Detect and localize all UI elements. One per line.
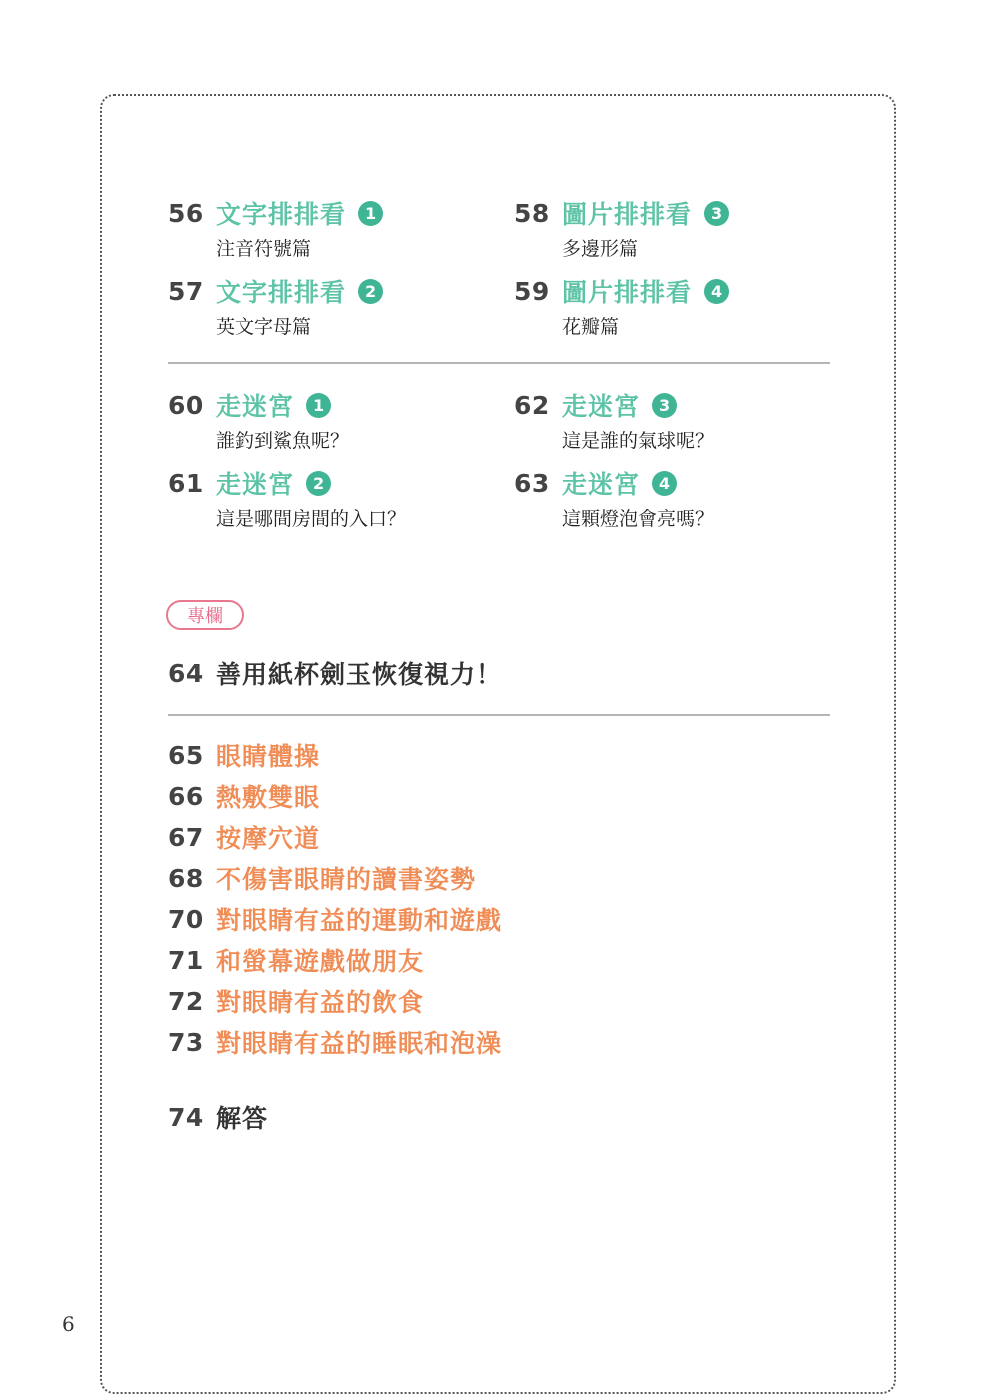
page-ref: 64 — [168, 658, 204, 688]
page-ref: 56 — [168, 198, 204, 228]
toc-entry-66[interactable] — [168, 779, 320, 813]
entry-subtitle: 花瓣篇 — [562, 316, 620, 338]
toc-entry-57[interactable] — [168, 274, 383, 339]
column-tag: 專欄 — [166, 600, 244, 630]
page-ref: 62 — [514, 390, 550, 420]
entry-title: 對眼睛有益的運動和遊戲 — [216, 906, 503, 935]
page-ref: 57 — [168, 276, 204, 306]
toc-entry-59[interactable] — [514, 274, 729, 339]
toc-entry-62[interactable] — [514, 388, 714, 453]
entry-subtitle: 注音符號篇 — [216, 238, 312, 260]
page-ref: 60 — [168, 390, 204, 420]
toc-entry-58[interactable] — [514, 196, 729, 261]
number-badge: 4 — [652, 471, 677, 496]
page-ref: 73 — [168, 1027, 204, 1057]
page-ref: 71 — [168, 945, 204, 975]
toc-entry-56[interactable] — [168, 196, 383, 261]
toc-entry-64[interactable] — [168, 656, 502, 690]
entry-title: 對眼睛有益的睡眠和泡澡 — [216, 1029, 503, 1058]
entry-title: 善用紙杯劍玉恢復視力！ — [216, 660, 503, 689]
toc-entry-67[interactable] — [168, 820, 320, 854]
entry-title: 對眼睛有益的飲食 — [216, 988, 425, 1017]
entry-title: 不傷害眼睛的讀書姿勢 — [216, 865, 477, 894]
page-ref: 66 — [168, 781, 204, 811]
entry-title: 文字排排看 — [216, 200, 347, 229]
number-badge: 1 — [358, 201, 383, 226]
page-ref: 70 — [168, 904, 204, 934]
page-ref: 74 — [168, 1102, 204, 1132]
toc-entry-60[interactable] — [168, 388, 349, 453]
entry-title: 文字排排看 — [216, 278, 347, 307]
number-badge: 2 — [306, 471, 331, 496]
section-divider — [168, 714, 830, 716]
toc-entry-65[interactable] — [168, 738, 320, 772]
entry-subtitle: 誰釣到鯊魚呢？ — [216, 430, 350, 452]
entry-subtitle: 多邊形篇 — [562, 238, 639, 260]
toc-entry-68[interactable] — [168, 861, 476, 895]
toc-entry-73[interactable] — [168, 1025, 502, 1059]
entry-title: 解答 — [216, 1104, 269, 1133]
number-badge: 2 — [358, 279, 383, 304]
entry-title: 按摩穴道 — [216, 824, 321, 853]
toc-entry-63[interactable] — [514, 466, 714, 531]
page-ref: 59 — [514, 276, 550, 306]
entry-subtitle: 這是誰的氣球呢？ — [562, 430, 715, 452]
toc-entry-72[interactable] — [168, 984, 424, 1018]
toc-entry-71[interactable] — [168, 943, 424, 977]
page-ref: 65 — [168, 740, 204, 770]
page-ref: 61 — [168, 468, 204, 498]
entry-subtitle: 英文字母篇 — [216, 316, 312, 338]
entry-title: 走迷宮 — [216, 470, 295, 499]
toc-entry-61[interactable] — [168, 466, 406, 531]
entry-title: 走迷宮 — [216, 392, 295, 421]
page-ref: 68 — [168, 863, 204, 893]
page-ref: 67 — [168, 822, 204, 852]
section-divider — [168, 362, 830, 364]
entry-subtitle: 這是哪間房間的入口？ — [216, 508, 407, 530]
entry-title: 和螢幕遊戲做朋友 — [216, 947, 425, 976]
page-ref: 58 — [514, 198, 550, 228]
page-ref: 63 — [514, 468, 550, 498]
entry-title: 走迷宮 — [562, 470, 641, 499]
entry-title: 圖片排排看 — [562, 278, 693, 307]
entry-title: 圖片排排看 — [562, 200, 693, 229]
page-ref: 72 — [168, 986, 204, 1016]
number-badge: 3 — [704, 201, 729, 226]
entry-title: 熱敷雙眼 — [216, 783, 321, 812]
toc-entry-74[interactable] — [168, 1100, 268, 1134]
page-number: 6 — [62, 1312, 75, 1336]
number-badge: 1 — [306, 393, 331, 418]
entry-subtitle: 這顆燈泡會亮嗎？ — [562, 508, 715, 530]
entry-title: 眼睛體操 — [216, 742, 321, 771]
number-badge: 3 — [652, 393, 677, 418]
entry-title: 走迷宮 — [562, 392, 641, 421]
number-badge: 4 — [704, 279, 729, 304]
toc-entry-70[interactable] — [168, 902, 502, 936]
